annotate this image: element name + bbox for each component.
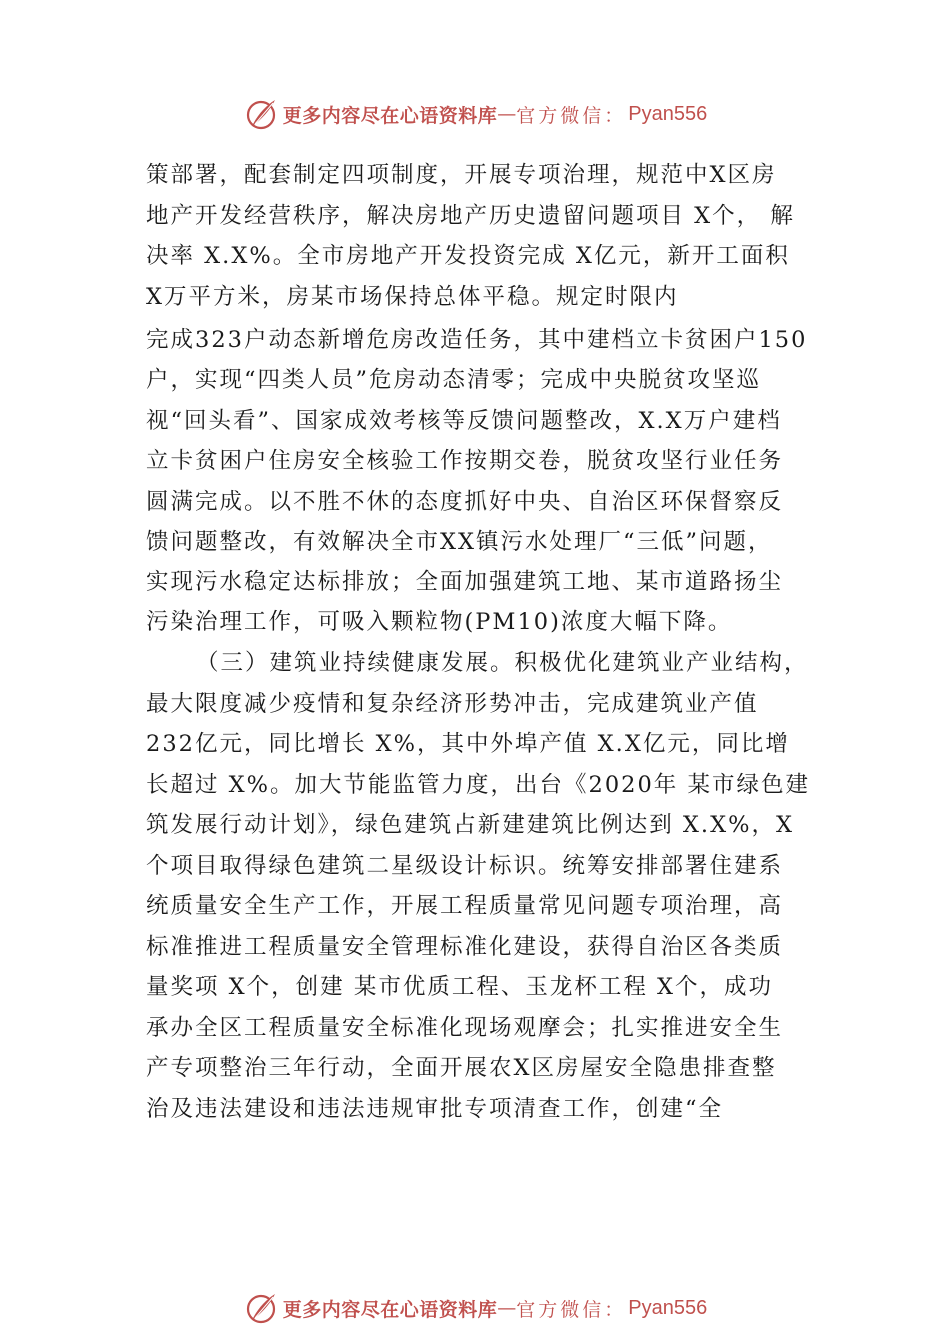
text-line: 圆满完成。以不胜不休的态度抓好中央、自治区环保督察反 — [146, 489, 784, 515]
watermark-brand: 更多内容尽在心语资料库 — [282, 104, 498, 127]
watermark-separator: — — [497, 103, 517, 125]
text-line: 治及违法建设和违法违规审批专项清查工作，创建“全 — [146, 1096, 724, 1122]
text-line: 视“回头看”、国家成效考核等反馈问题整改，X.X万户建档 — [146, 408, 782, 434]
section-heading-line: （三）建筑业持续健康发展。积极优化建筑业产业结构， — [196, 650, 809, 676]
watermark-account-id: Pyan556 — [628, 102, 708, 125]
watermark-account-id: Pyan556 — [628, 1296, 708, 1319]
text-line: 232亿元，同比增长 X%，其中外埠产值 X.X亿元，同比增 — [146, 731, 790, 757]
text-line: 个项目取得绿色建筑二星级设计标识。统筹安排部署住建系 — [146, 853, 784, 879]
text-line: 户，实现“四类人员”危房动态清零；完成中央脱贫攻坚巡 — [146, 367, 762, 393]
text-line: 污染治理工作，可吸入颗粒物(PM10)浓度大幅下降。 — [146, 609, 733, 635]
text-line: 产专项整治三年行动，全面开展农X区房屋安全隐患排查整 — [146, 1055, 777, 1081]
text-line: 决率 X.X%。全市房地产开发投资完成 X亿元，新开工面积 — [146, 243, 790, 269]
text-line: 地产开发经营秩序，解决房地产历史遗留问题项目 X个， 解 — [146, 203, 795, 229]
text-line: 馈问题整改，有效解决全市XX镇污水处理厂“三低”问题， — [146, 529, 773, 555]
text-line: 量奖项 X个，创建 某市优质工程、玉龙杯工程 X个，成功 — [146, 974, 773, 1000]
text-line: 最大限度减少疫情和复杂经济形势冲击，完成建筑业产值 — [146, 691, 759, 717]
watermark-official-label: 官方微信： — [516, 1298, 627, 1321]
watermark-footer — [0, 1288, 950, 1328]
text-line: 统质量安全生产工作，开展工程质量常见问题专项治理，高 — [146, 893, 784, 919]
watermark-header — [0, 94, 950, 134]
text-line: 完成323户动态新增危房改造任务，其中建档立卡贫困户150 — [146, 327, 808, 353]
text-line: 筑发展行动计划》，绿色建筑占新建建筑比例达到 X.X%，X — [146, 812, 794, 838]
text-line: X万平方米，房某市场保持总体平稳。规定时限内 — [146, 284, 679, 310]
text-line: 长超过 X%。加大节能监管力度，出台《2020年 某市绿色建 — [146, 772, 810, 798]
watermark-separator: — — [497, 1297, 517, 1319]
watermark-brand: 更多内容尽在心语资料库 — [282, 1298, 498, 1321]
text-line: 立卡贫困户住房安全核验工作按期交卷，脱贫攻坚行业任务 — [146, 448, 784, 474]
watermark-official-label: 官方微信： — [516, 104, 627, 127]
text-line: 实现污水稳定达标排放；全面加强建筑工地、某市道路扬尘 — [146, 569, 784, 595]
feather-pen-seal-icon — [243, 1290, 279, 1326]
text-line: 承办全区工程质量安全标准化现场观摩会；扎实推进安全生 — [146, 1015, 784, 1041]
feather-pen-seal-icon — [243, 96, 279, 132]
text-line: 策部署，配套制定四项制度，开展专项治理，规范中X区房 — [146, 162, 777, 188]
text-line: 标准推进工程质量安全管理标准化建设，获得自治区各类质 — [146, 934, 784, 960]
